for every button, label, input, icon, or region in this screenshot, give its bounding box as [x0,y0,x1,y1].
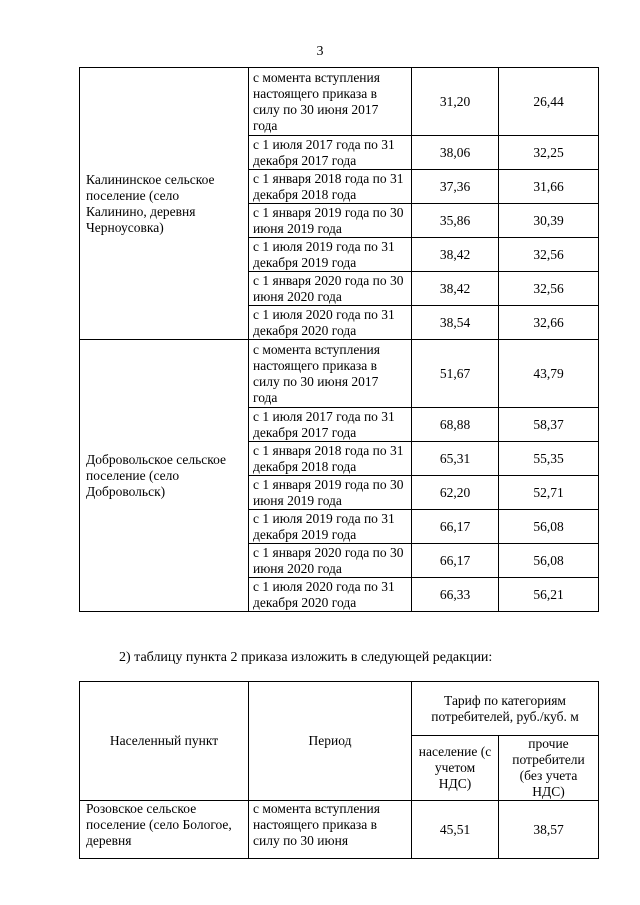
page-number: 3 [316,44,324,59]
tariff-other-cell: 30,39 [499,204,599,238]
tariff-population-cell: 66,33 [412,578,499,612]
tariff-other-cell: 32,66 [499,306,599,340]
period-cell: с 1 января 2020 года по 30 июня 2020 года [249,272,412,306]
tariff-population-cell: 35,86 [412,204,499,238]
period-cell: с 1 июля 2017 года по 31 декабря 2017 года [249,408,412,442]
period-cell: с 1 июля 2019 года по 31 декабря 2019 года [249,510,412,544]
header-tariff: Тариф по категориям потребителей, руб./куб. м [412,682,599,736]
tariff-population-cell: 31,20 [412,68,499,136]
tariff-population-cell: 68,88 [412,408,499,442]
settlement-cell: Калининское сельское поселение (село Калинино, деревня Черноусовка) [80,68,249,340]
period-cell: с 1 января 2020 года по 30 июня 2020 года [249,544,412,578]
period-cell: с момента вступления настоящего приказа в силу по 30 июня [249,801,412,859]
period-cell: с момента вступления настоящего приказа в силу по 30 июня 2017 года [249,340,412,408]
tariff-other-cell: 43,79 [499,340,599,408]
header-other-consumers: прочие потребители (без учета НДС) [499,736,599,801]
tariff-population-cell: 45,51 [412,801,499,859]
table-row [80,340,599,408]
period-cell: с 1 июля 2017 года по 31 декабря 2017 года [249,136,412,170]
tariff-population-cell: 51,67 [412,340,499,408]
period-cell: с 1 января 2019 года по 30 июня 2019 года [249,204,412,238]
tariff-other-cell: 56,08 [499,510,599,544]
tariff-table-continued [79,67,599,612]
tariff-other-cell: 38,57 [499,801,599,859]
tariff-table-body [80,68,599,612]
period-cell: с 1 июля 2020 года по 31 декабря 2020 года [249,578,412,612]
header-population: население (с учетом НДС) [412,736,499,801]
tariff-population-cell: 38,54 [412,306,499,340]
tariff-other-cell: 31,66 [499,170,599,204]
tariff-other-cell: 32,56 [499,238,599,272]
header-period: Период [249,682,412,801]
tariff-population-cell: 38,42 [412,238,499,272]
tariff-other-cell: 52,71 [499,476,599,510]
period-cell: с 1 июля 2020 года по 31 декабря 2020 года [249,306,412,340]
period-cell: с 1 января 2018 года по 31 декабря 2018 года [249,170,412,204]
period-cell: с 1 января 2018 года по 31 декабря 2018 года [249,442,412,476]
tariff-population-cell: 38,42 [412,272,499,306]
tariff-population-cell: 66,17 [412,544,499,578]
settlement-cell: Розовское сельское поселение (село Бологое, деревня [80,801,249,859]
tariff-other-cell: 58,37 [499,408,599,442]
tariff-other-cell: 32,56 [499,272,599,306]
tariff-population-cell: 66,17 [412,510,499,544]
tariff-population-cell: 38,06 [412,136,499,170]
tariff-population-cell: 62,20 [412,476,499,510]
tariff-other-cell: 56,08 [499,544,599,578]
period-cell: с 1 июля 2019 года по 31 декабря 2019 года [249,238,412,272]
tariff-population-cell: 65,31 [412,442,499,476]
tariff-table-new [79,681,599,859]
tariff-other-cell: 56,21 [499,578,599,612]
paragraph-instruction: 2) таблицу пункта 2 приказа изложить в следующей редакции: [119,650,493,665]
header-settlement: Населенный пункт [80,682,249,801]
table-row [80,68,599,136]
tariff-other-cell: 26,44 [499,68,599,136]
tariff-other-cell: 32,25 [499,136,599,170]
settlement-cell: Добровольское сельское поселение (село Добровольск) [80,340,249,612]
tariff-other-cell: 55,35 [499,442,599,476]
tariff-population-cell: 37,36 [412,170,499,204]
period-cell: с 1 января 2019 года по 30 июня 2019 года [249,476,412,510]
period-cell: с момента вступления настоящего приказа в силу по 30 июня 2017 года [249,68,412,136]
